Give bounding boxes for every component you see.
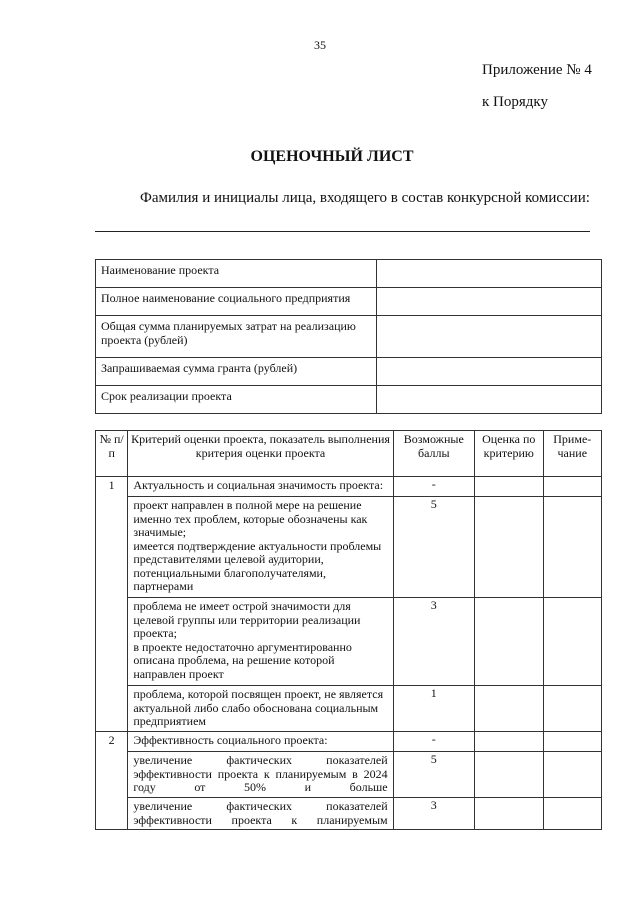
section-title: Актуальность и социальная значимость проекта:	[128, 477, 393, 497]
evaluation-cell[interactable]	[474, 752, 543, 798]
info-label: Полное наименование социального предприятия	[96, 288, 377, 316]
evaluation-cell[interactable]	[474, 477, 543, 497]
criterion-points: 1	[393, 686, 474, 732]
document-title: ОЦЕНОЧНЫЙ ЛИСТ	[250, 148, 414, 165]
note-cell[interactable]	[543, 798, 601, 830]
criterion-row	[96, 686, 602, 732]
note-cell[interactable]	[543, 598, 601, 686]
info-row-total-costs	[96, 316, 602, 358]
page-number: 35	[314, 38, 326, 52]
header-evaluation: Оценка по критерию	[474, 431, 543, 477]
section-number: 1	[96, 477, 128, 732]
section-row	[96, 732, 602, 752]
criterion-text: проект направлен в полной мере на решение именно тех проблем, которые обозначены как значимые; имеется подтверждение актуальности проблемы представителями целевой аудитории, потенциальными благополучателями, партнерами	[128, 497, 393, 598]
section-title: Эффективность социального проекта:	[128, 732, 393, 752]
criterion-points: 3	[393, 598, 474, 686]
header-note: Приме-чание	[543, 431, 601, 477]
criterion-points: 5	[393, 497, 474, 598]
info-label: Общая сумма планируемых затрат на реализацию проекта (рублей)	[96, 316, 377, 358]
criterion-text: проблема не имеет острой значимости для целевой группы или территории реализации проекта; в проекте недостаточно аргументированно описана проблема, на решение которой направлен проект	[128, 598, 393, 686]
criterion-points: 5	[393, 752, 474, 798]
note-cell[interactable]	[543, 686, 601, 732]
info-label: Наименование проекта	[96, 260, 377, 288]
info-row-enterprise-name	[96, 288, 602, 316]
evaluation-cell[interactable]	[474, 497, 543, 598]
info-value[interactable]	[376, 260, 601, 288]
appendix-label: Приложение № 4	[482, 62, 592, 78]
evaluation-cell[interactable]	[474, 732, 543, 752]
member-name-prompt: Фамилия и инициалы лица, входящего в состав конкурсной комиссии:	[140, 190, 590, 206]
criterion-row	[96, 798, 602, 830]
note-cell[interactable]	[543, 497, 601, 598]
criterion-row	[96, 752, 602, 798]
info-label: Срок реализации проекта	[96, 386, 377, 414]
info-row-grant-amount	[96, 358, 602, 386]
criterion-row	[96, 497, 602, 598]
appendix-reference: к Порядку	[482, 94, 548, 110]
note-cell[interactable]	[543, 732, 601, 752]
criterion-text: увеличение фактических показателей эффективности проекта к планируемым в 2024 году от 50% и больше	[128, 752, 393, 798]
header-num: № п/п	[96, 431, 128, 477]
criterion-points: 3	[393, 798, 474, 830]
section-row	[96, 477, 602, 497]
evaluation-cell[interactable]	[474, 598, 543, 686]
note-cell[interactable]	[543, 752, 601, 798]
criteria-header-row	[96, 431, 602, 477]
member-name-line	[95, 231, 590, 232]
header-criterion: Критерий оценки проекта, показатель выполнения критерия оценки проекта	[128, 431, 393, 477]
info-row-duration	[96, 386, 602, 414]
info-value[interactable]	[376, 386, 601, 414]
criterion-text: увеличение фактических показателей эффективности проекта к планируемым	[128, 798, 393, 830]
section-points: -	[393, 732, 474, 752]
info-row-project-name	[96, 260, 602, 288]
criterion-row	[96, 598, 602, 686]
header-points: Возможные баллы	[393, 431, 474, 477]
info-value[interactable]	[376, 288, 601, 316]
section-number: 2	[96, 732, 128, 830]
info-label: Запрашиваемая сумма гранта (рублей)	[96, 358, 377, 386]
evaluation-cell[interactable]	[474, 686, 543, 732]
info-value[interactable]	[376, 316, 601, 358]
project-info-table	[95, 259, 602, 414]
section-points: -	[393, 477, 474, 497]
criteria-table	[95, 430, 602, 830]
note-cell[interactable]	[543, 477, 601, 497]
info-value[interactable]	[376, 358, 601, 386]
evaluation-cell[interactable]	[474, 798, 543, 830]
criterion-text: проблема, которой посвящен проект, не является актуальной либо слабо обоснована социальным предприятием	[128, 686, 393, 732]
